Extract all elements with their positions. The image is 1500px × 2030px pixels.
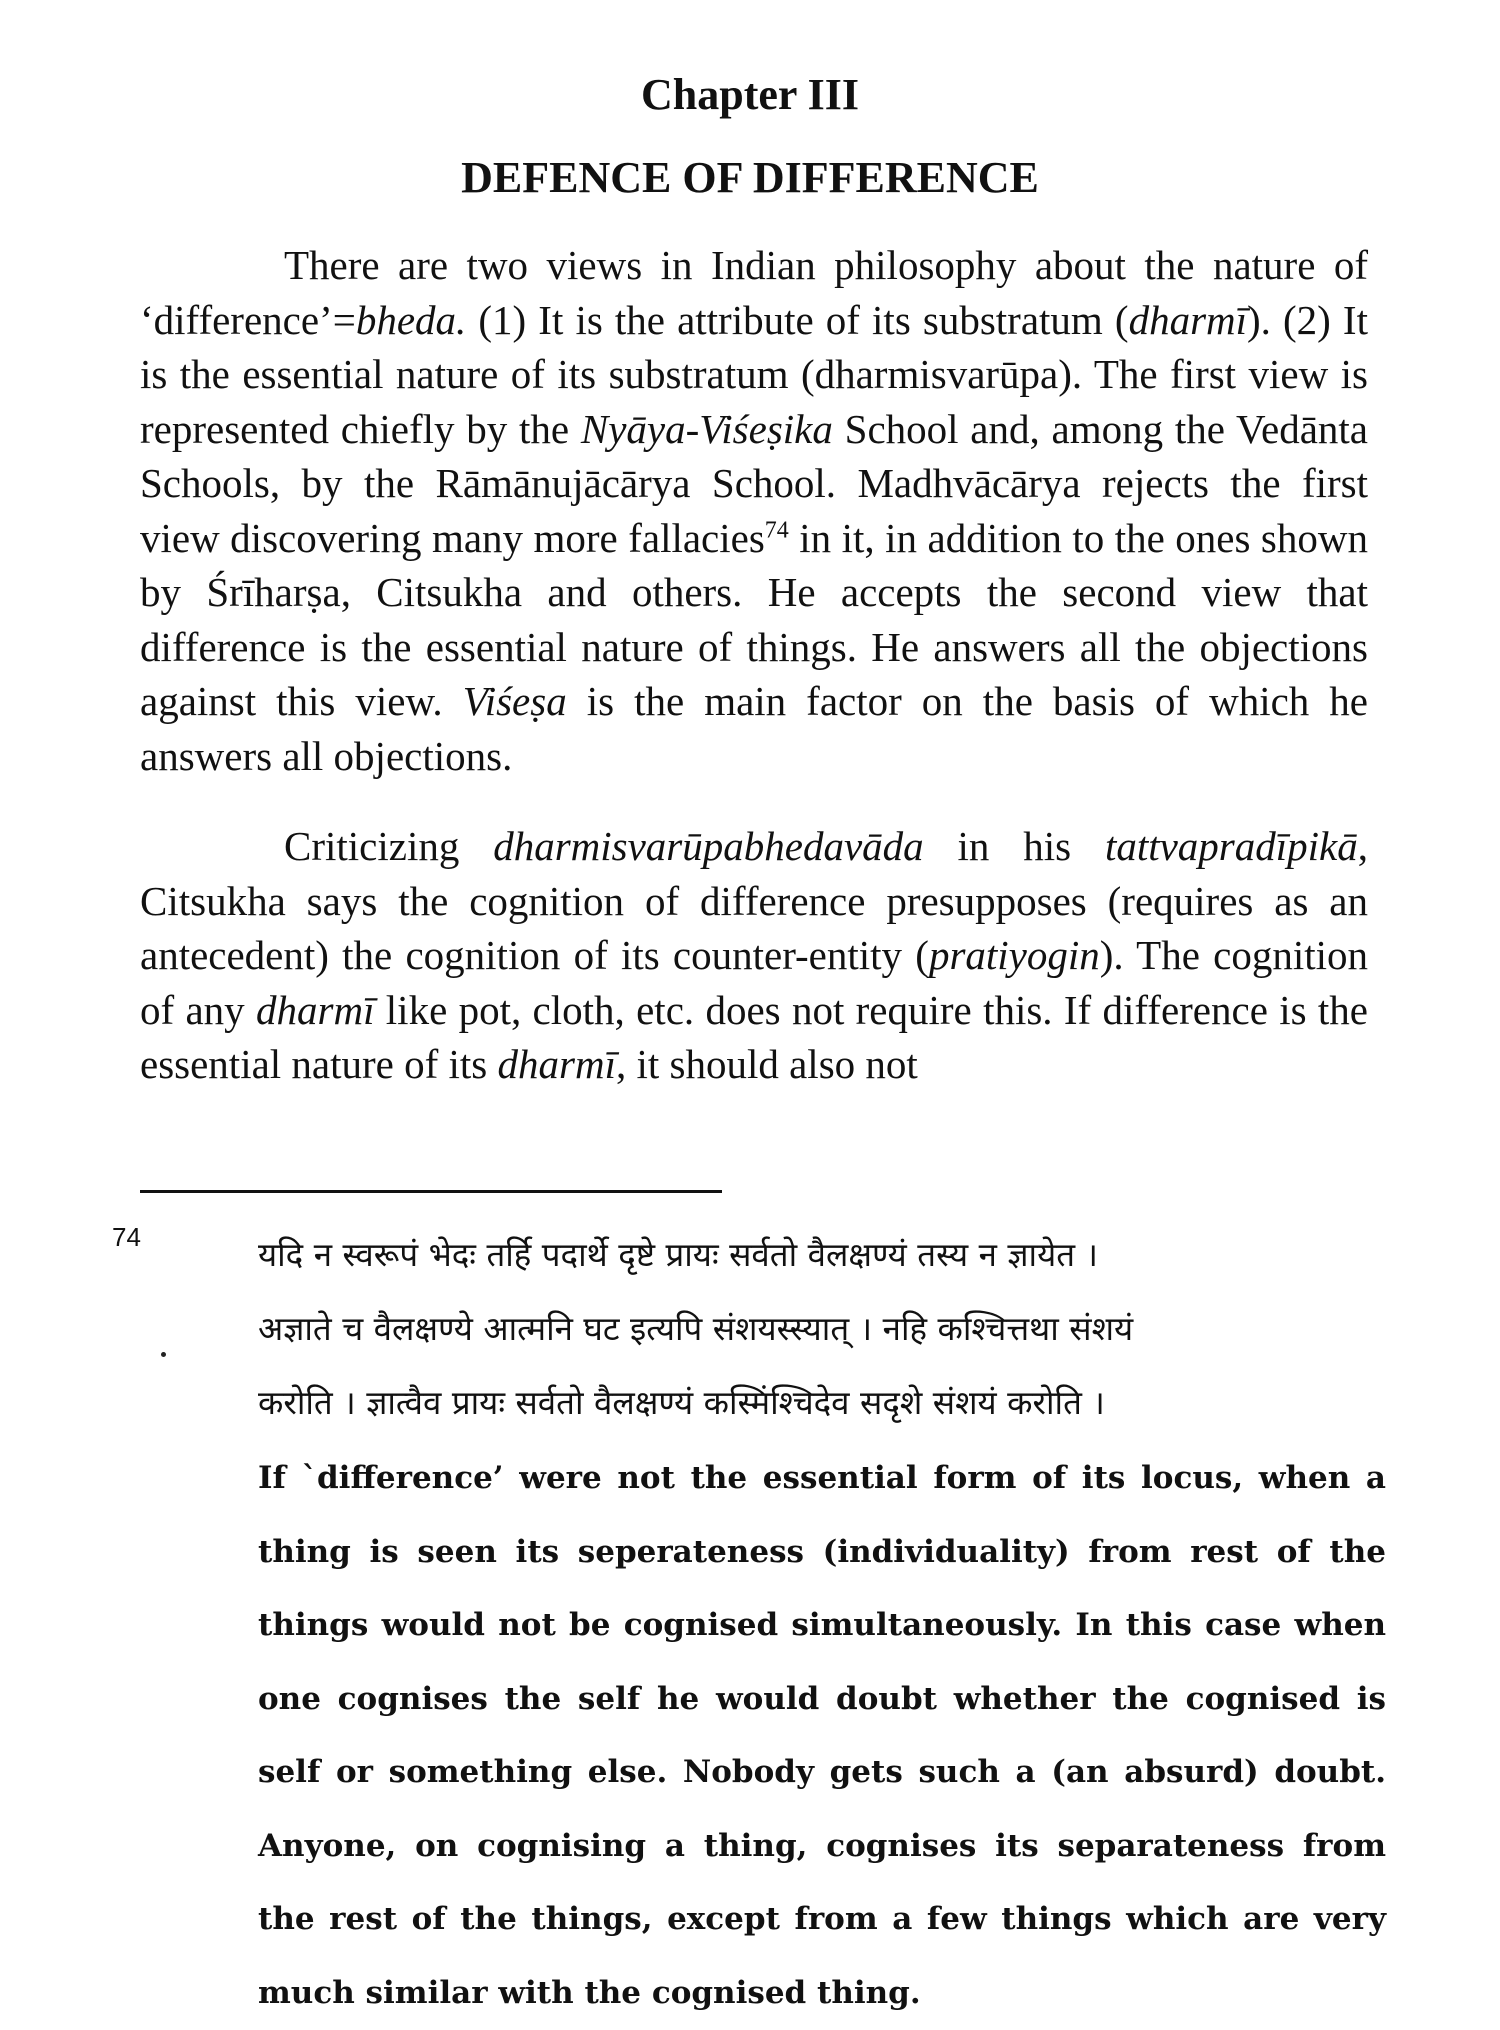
text-run: , Citsukha says the cognition of difference presupposes (requires as an antecedent) the cognition of its counter-entity ( [140,823,1368,978]
sanskrit-line: करोति । ज्ञात्वैव प्रायः सर्वतो वैलक्षण्यं कस्मिंश्चिदेव सदृशे संशयं करोति । [258,1383,1105,1422]
italic-term: dharmī [256,986,375,1033]
text-run: in his [923,823,1105,869]
italic-term: Nyāya-Viśeṣika [580,405,833,452]
body-text [140,238,1368,1092]
stray-dot [161,1352,166,1357]
sanskrit-line: यदि न स्वरूपं भेदः तर्हि पदार्थे दृष्टे प्रायः सर्वतो वैलक्षण्यं तस्य न ज्ञायेत । [258,1235,1099,1274]
footnote-translation: If `difference’ were not the essential form of its locus, when a thing is seen its seperateness (individuality) from rest of the things would not be cognised simultaneously. In this case when one cognises the self he would doubt whether the cognised is self or something else. Nobody gets such a (an absurd) doubt. Anyone, on cognising a thing, cognises its separateness from the rest of the things, except from a few things which are very much similar with the cognised thing. [258,1460,1386,2011]
paragraph-2 [140,819,1368,1092]
footnote-sanskrit [258,1218,1386,1440]
text-run: Criticizing [284,823,494,869]
italic-term: dharmisvarūpabhedavāda [493,823,924,869]
italic-term: Viśeṣa [462,678,567,724]
italic-term: dharmī [1128,296,1248,343]
chapter-title: DEFENCE OF DIFFERENCE [461,153,1039,202]
text-run: like pot, cloth, etc. does not require this. If difference is the essential nature of its [140,986,1368,1087]
footnote-divider [140,1190,722,1193]
text-run: is the main factor on the basis of which he answers all objections. [140,678,1368,779]
text-run: There are two views in Indian philosophy about the nature of ‘difference’= [140,242,1368,343]
text-run: , it should also not [615,1041,918,1087]
sanskrit-line: अज्ञाते च वैलक्षण्ये आत्मनि घट इत्यपि संशयस्स्यात् । नहि कश्चित्तथा संशयं [258,1309,1134,1348]
italic-term: tattvapradīpikā [1104,823,1358,869]
footnote-number: 74 [112,1222,141,1252]
italic-term: dharmī [497,1041,616,1087]
text-run: (1) It is the attribute of its substratum ( [466,296,1129,343]
text-run: School and, among the Vedānta Schools, by the Rāmānujācārya School. Madhvācārya rejects the first view discovering many more fallacies [140,405,1368,561]
text-run: ). (2) It is the essential nature of its substratum (dharmisvarūpa). The first view is represented chiefly by the [140,296,1368,452]
italic-term: pratiyogin [928,932,1100,978]
text-run: in it, in addition to the ones shown by Śrīharṣa, Citsukha and others. He accepts the second view that difference is the essential nature of things. He answers all the objections against this view. [140,514,1368,724]
italic-term: bheda. [355,296,467,343]
text-run: ). The cognition of any [140,932,1368,1033]
paragraph-1 [140,238,1368,783]
footnote-reference: 74 [764,516,789,543]
chapter-label: Chapter III [640,70,859,119]
